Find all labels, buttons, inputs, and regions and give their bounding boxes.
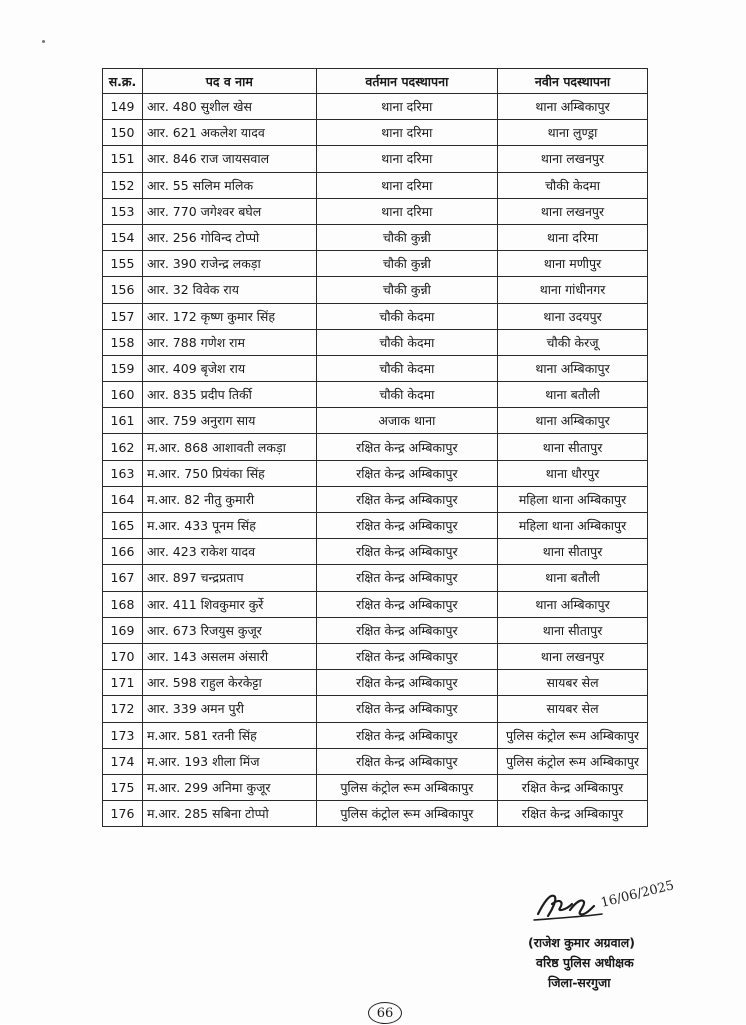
name-cell: आर. 835 प्रदीप तिर्की bbox=[142, 382, 316, 408]
current-posting-cell: रक्षित केन्द्र अम्बिकापुर bbox=[316, 643, 497, 669]
name-cell: आर. 143 असलम अंसारी bbox=[142, 643, 316, 669]
current-posting-cell: चौकी केदमा bbox=[316, 303, 497, 329]
current-posting-cell: रक्षित केन्द्र अम्बिकापुर bbox=[316, 460, 497, 486]
table-row bbox=[103, 277, 648, 303]
new-posting-cell: थाना अम्बिकापुर bbox=[498, 94, 648, 120]
new-posting-cell: थाना दरिमा bbox=[498, 224, 648, 250]
table-row bbox=[103, 643, 648, 669]
current-posting-cell: रक्षित केन्द्र अम्बिकापुर bbox=[316, 591, 497, 617]
current-posting-cell: रक्षित केन्द्र अम्बिकापुर bbox=[316, 748, 497, 774]
current-posting-cell: थाना दरिमा bbox=[316, 120, 497, 146]
current-posting-cell: रक्षित केन्द्र अम्बिकापुर bbox=[316, 513, 497, 539]
current-posting-cell: पुलिस कंट्रोल रूम अम्बिकापुर bbox=[316, 774, 497, 800]
table-row bbox=[103, 748, 648, 774]
serial-cell: 162 bbox=[103, 434, 143, 460]
new-posting-cell: थाना अम्बिकापुर bbox=[498, 408, 648, 434]
header-serial: स.क्र. bbox=[103, 69, 143, 94]
serial-cell: 168 bbox=[103, 591, 143, 617]
table-row bbox=[103, 146, 648, 172]
table-row bbox=[103, 120, 648, 146]
serial-cell: 174 bbox=[103, 748, 143, 774]
serial-cell: 171 bbox=[103, 670, 143, 696]
current-posting-cell: रक्षित केन्द्र अम्बिकापुर bbox=[316, 722, 497, 748]
new-posting-cell: थाना उदयपुर bbox=[498, 303, 648, 329]
serial-cell: 160 bbox=[103, 382, 143, 408]
current-posting-cell: थाना दरिमा bbox=[316, 198, 497, 224]
current-posting-cell: चौकी कुन्नी bbox=[316, 224, 497, 250]
current-posting-cell: थाना दरिमा bbox=[316, 146, 497, 172]
current-posting-cell: रक्षित केन्द्र अम्बिकापुर bbox=[316, 539, 497, 565]
table-row bbox=[103, 591, 648, 617]
new-posting-cell: महिला थाना अम्बिकापुर bbox=[498, 513, 648, 539]
current-posting-cell: पुलिस कंट्रोल रूम अम्बिकापुर bbox=[316, 801, 497, 827]
new-posting-cell: चौकी केरजू bbox=[498, 329, 648, 355]
new-posting-cell: थाना सीतापुर bbox=[498, 617, 648, 643]
serial-cell: 170 bbox=[103, 643, 143, 669]
serial-cell: 149 bbox=[103, 94, 143, 120]
table-row bbox=[103, 172, 648, 198]
header-new-posting: नवीन पदस्थापना bbox=[498, 69, 648, 94]
signature-date: 16/06/2025 bbox=[599, 878, 676, 911]
serial-cell: 173 bbox=[103, 722, 143, 748]
current-posting-cell: रक्षित केन्द्र अम्बिकापुर bbox=[316, 617, 497, 643]
scan-speck bbox=[42, 40, 45, 43]
table-row bbox=[103, 198, 648, 224]
table-row bbox=[103, 355, 648, 381]
name-cell: म.आर. 299 अनिमा कुजूर bbox=[142, 774, 316, 800]
table-row bbox=[103, 486, 648, 512]
table-row bbox=[103, 408, 648, 434]
name-cell: आर. 759 अनुराग साय bbox=[142, 408, 316, 434]
table-header-row bbox=[103, 69, 648, 94]
new-posting-cell: थाना लखनपुर bbox=[498, 146, 648, 172]
name-cell: आर. 55 सलिम मलिक bbox=[142, 172, 316, 198]
table-row bbox=[103, 801, 648, 827]
current-posting-cell: रक्षित केन्द्र अम्बिकापुर bbox=[316, 696, 497, 722]
new-posting-cell: थाना अम्बिकापुर bbox=[498, 591, 648, 617]
current-posting-cell: थाना दरिमा bbox=[316, 172, 497, 198]
table-body bbox=[103, 94, 648, 827]
table-row bbox=[103, 539, 648, 565]
name-cell: आर. 598 राहुल केरकेट्टा bbox=[142, 670, 316, 696]
current-posting-cell: चौकी केदमा bbox=[316, 329, 497, 355]
name-cell: म.आर. 581 रतनी सिंह bbox=[142, 722, 316, 748]
name-cell: आर. 621 अकलेश यादव bbox=[142, 120, 316, 146]
current-posting-cell: चौकी केदमा bbox=[316, 382, 497, 408]
name-cell: आर. 390 राजेन्द्र लकड़ा bbox=[142, 251, 316, 277]
name-cell: आर. 480 सुशील खेस bbox=[142, 94, 316, 120]
new-posting-cell: सायबर सेल bbox=[498, 696, 648, 722]
current-posting-cell: रक्षित केन्द्र अम्बिकापुर bbox=[316, 670, 497, 696]
serial-cell: 172 bbox=[103, 696, 143, 722]
officer-district: जिला-सरगुजा bbox=[548, 975, 611, 990]
serial-cell: 169 bbox=[103, 617, 143, 643]
current-posting-cell: चौकी कुन्नी bbox=[316, 277, 497, 303]
table-row bbox=[103, 382, 648, 408]
table-row bbox=[103, 722, 648, 748]
table-row bbox=[103, 696, 648, 722]
name-cell: आर. 32 विवेक राय bbox=[142, 277, 316, 303]
name-cell: आर. 423 राकेश यादव bbox=[142, 539, 316, 565]
new-posting-cell: थाना गांधीनगर bbox=[498, 277, 648, 303]
name-cell: आर. 846 राज जायसवाल bbox=[142, 146, 316, 172]
table-row bbox=[103, 513, 648, 539]
name-cell: म.आर. 285 सबिना टोप्पो bbox=[142, 801, 316, 827]
serial-cell: 151 bbox=[103, 146, 143, 172]
new-posting-cell: थाना मणीपुर bbox=[498, 251, 648, 277]
name-cell: आर. 897 चन्द्रप्रताप bbox=[142, 565, 316, 591]
new-posting-cell: रक्षित केन्द्र अम्बिकापुर bbox=[498, 801, 648, 827]
transfer-table bbox=[102, 68, 648, 827]
current-posting-cell: थाना दरिमा bbox=[316, 94, 497, 120]
serial-cell: 158 bbox=[103, 329, 143, 355]
serial-cell: 163 bbox=[103, 460, 143, 486]
serial-cell: 164 bbox=[103, 486, 143, 512]
current-posting-cell: चौकी कुन्नी bbox=[316, 251, 497, 277]
new-posting-cell: रक्षित केन्द्र अम्बिकापुर bbox=[498, 774, 648, 800]
new-posting-cell: थाना सीतापुर bbox=[498, 434, 648, 460]
current-posting-cell: चौकी केदमा bbox=[316, 355, 497, 381]
name-cell: आर. 411 शिवकुमार कुर्रे bbox=[142, 591, 316, 617]
current-posting-cell: अजाक थाना bbox=[316, 408, 497, 434]
serial-cell: 165 bbox=[103, 513, 143, 539]
current-posting-cell: रक्षित केन्द्र अम्बिकापुर bbox=[316, 565, 497, 591]
serial-cell: 157 bbox=[103, 303, 143, 329]
table-row bbox=[103, 565, 648, 591]
table-row bbox=[103, 224, 648, 250]
name-cell: म.आर. 193 शीला मिंज bbox=[142, 748, 316, 774]
table-row bbox=[103, 774, 648, 800]
serial-cell: 167 bbox=[103, 565, 143, 591]
serial-cell: 154 bbox=[103, 224, 143, 250]
name-cell: म.आर. 433 पूनम सिंह bbox=[142, 513, 316, 539]
name-cell: म.आर. 868 आशावती लकड़ा bbox=[142, 434, 316, 460]
table-row bbox=[103, 670, 648, 696]
serial-cell: 166 bbox=[103, 539, 143, 565]
new-posting-cell: पुलिस कंट्रोल रूम अम्बिकापुर bbox=[498, 748, 648, 774]
name-cell: आर. 673 रिजयुस कुजूर bbox=[142, 617, 316, 643]
name-cell: म.आर. 750 प्रियंका सिंह bbox=[142, 460, 316, 486]
current-posting-cell: रक्षित केन्द्र अम्बिकापुर bbox=[316, 434, 497, 460]
new-posting-cell: थाना धौरपुर bbox=[498, 460, 648, 486]
serial-cell: 175 bbox=[103, 774, 143, 800]
new-posting-cell: थाना अम्बिकापुर bbox=[498, 355, 648, 381]
table-row bbox=[103, 434, 648, 460]
serial-cell: 176 bbox=[103, 801, 143, 827]
serial-cell: 155 bbox=[103, 251, 143, 277]
table-row bbox=[103, 617, 648, 643]
serial-cell: 161 bbox=[103, 408, 143, 434]
table-row bbox=[103, 94, 648, 120]
serial-cell: 150 bbox=[103, 120, 143, 146]
table-row bbox=[103, 460, 648, 486]
new-posting-cell: थाना बतौली bbox=[498, 382, 648, 408]
officer-name: (राजेश कुमार अग्रवाल) bbox=[528, 935, 635, 950]
new-posting-cell: महिला थाना अम्बिकापुर bbox=[498, 486, 648, 512]
serial-cell: 156 bbox=[103, 277, 143, 303]
page-number: 66 bbox=[368, 1002, 402, 1024]
new-posting-cell: थाना लखनपुर bbox=[498, 198, 648, 224]
officer-block bbox=[528, 933, 635, 993]
new-posting-cell: चौकी केदमा bbox=[498, 172, 648, 198]
table-row bbox=[103, 303, 648, 329]
name-cell: म.आर. 82 नीतु कुमारी bbox=[142, 486, 316, 512]
header-current-posting: वर्तमान पदस्थापना bbox=[316, 69, 497, 94]
new-posting-cell: थाना लुण्ड्रा bbox=[498, 120, 648, 146]
serial-cell: 159 bbox=[103, 355, 143, 381]
serial-cell: 152 bbox=[103, 172, 143, 198]
name-cell: आर. 788 गणेश राम bbox=[142, 329, 316, 355]
new-posting-cell: पुलिस कंट्रोल रूम अम्बिकापुर bbox=[498, 722, 648, 748]
table-row bbox=[103, 329, 648, 355]
name-cell: आर. 172 कृष्ण कुमार सिंह bbox=[142, 303, 316, 329]
header-name: पद व नाम bbox=[142, 69, 316, 94]
officer-designation: वरिष्ठ पुलिस अधीक्षक bbox=[536, 955, 634, 970]
new-posting-cell: थाना बतौली bbox=[498, 565, 648, 591]
new-posting-cell: थाना लखनपुर bbox=[498, 643, 648, 669]
new-posting-cell: थाना सीतापुर bbox=[498, 539, 648, 565]
name-cell: आर. 256 गोविन्द टोप्पो bbox=[142, 224, 316, 250]
name-cell: आर. 770 जगेश्वर बघेल bbox=[142, 198, 316, 224]
name-cell: आर. 409 बृजेश राय bbox=[142, 355, 316, 381]
table-row bbox=[103, 251, 648, 277]
name-cell: आर. 339 अमन पुरी bbox=[142, 696, 316, 722]
current-posting-cell: रक्षित केन्द्र अम्बिकापुर bbox=[316, 486, 497, 512]
new-posting-cell: सायबर सेल bbox=[498, 670, 648, 696]
serial-cell: 153 bbox=[103, 198, 143, 224]
